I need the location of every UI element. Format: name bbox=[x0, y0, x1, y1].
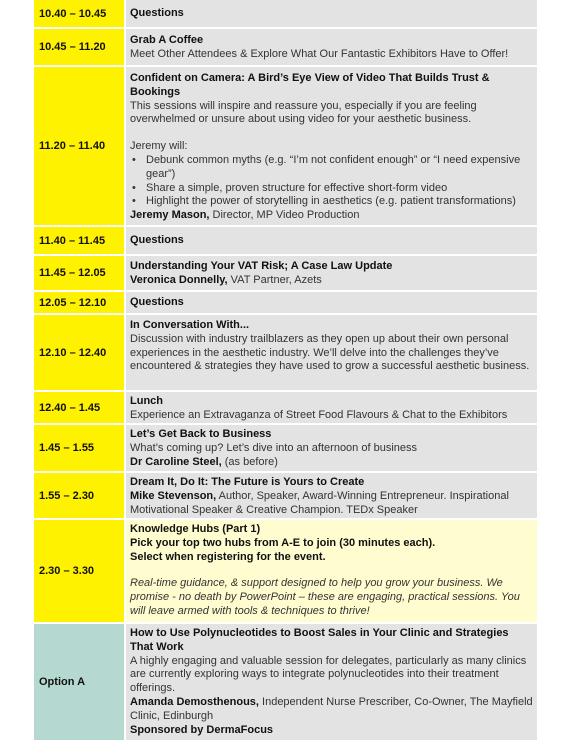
speaker-line bbox=[130, 696, 533, 724]
agenda-row bbox=[34, 315, 537, 392]
session-description: A highly engaging and valuable session for delegates, particularly as many clinics are currently exploring ways to integrate polynucleotides into their treatment offerings. bbox=[130, 654, 527, 695]
session-cell bbox=[126, 256, 537, 290]
session-title: Questions bbox=[130, 295, 184, 308]
speaker-line bbox=[130, 456, 533, 470]
session-title: Lunch bbox=[130, 395, 163, 407]
time-cell: 11.40 – 11.45 bbox=[34, 227, 124, 254]
session-description: Experience an Extravaganza of Street Food Flavours & Chat to the Exhibitors bbox=[130, 408, 508, 421]
speaker-line bbox=[130, 209, 533, 223]
session-cell bbox=[126, 473, 537, 518]
speaker-role: VAT Partner, Azets bbox=[227, 273, 322, 286]
time-cell: 12.40 – 1.45 bbox=[34, 392, 124, 423]
agenda-row bbox=[34, 67, 537, 227]
session-title: Knowledge Hubs (Part 1) bbox=[130, 523, 261, 535]
bullet-item: • Share a simple, proven structure for effective short-form video bbox=[146, 182, 533, 196]
time-cell: 10.40 – 10.45 bbox=[34, 0, 124, 27]
bullet-item: • Debunk common myths (e.g. “I’m not confident enough” or “I need expensive gear”) bbox=[146, 154, 533, 182]
speaker-name: Mike Stevenson, bbox=[130, 489, 217, 502]
speaker-role: Director, MP Video Production bbox=[209, 209, 360, 222]
agenda-row bbox=[34, 256, 537, 292]
time-cell: 11.45 – 12.05 bbox=[34, 256, 124, 290]
speaker-role: (as before) bbox=[221, 455, 278, 468]
speaker-line bbox=[130, 274, 533, 288]
time-cell: 10.45 – 11.20 bbox=[34, 29, 124, 65]
session-cell bbox=[126, 392, 537, 423]
time-cell: 1.55 – 2.30 bbox=[34, 473, 124, 518]
session-title: Grab A Coffee bbox=[130, 34, 204, 46]
session-title: Confident on Camera: A Bird’s Eye View of Video That Builds Trust & Bookings bbox=[130, 72, 490, 98]
speaker-line bbox=[130, 490, 533, 518]
time-cell: 1.45 – 1.55 bbox=[34, 425, 124, 471]
agenda-row bbox=[34, 425, 537, 473]
time-cell: 12.05 – 12.10 bbox=[34, 292, 124, 313]
session-cell bbox=[126, 624, 537, 740]
session-title: In Conversation With... bbox=[130, 319, 250, 331]
session-cell bbox=[126, 0, 537, 27]
session-cell bbox=[126, 67, 537, 225]
session-cell bbox=[126, 292, 537, 313]
session-description: Meet Other Attendees & Explore What Our Fantastic Exhibitors Have to Offer! bbox=[130, 47, 509, 60]
session-description: Discussion with industry trailblazers as they open up about their own personal experiences in the aesthetic industry. We’ll delve into the challenges they’ve encountered & strategies they have used to grow a successful aesthetic business. bbox=[130, 332, 530, 373]
speaker-name: Jeremy Mason, bbox=[130, 209, 210, 222]
session-description: What’s coming up? Let’s dive into an afternoon of business bbox=[130, 441, 417, 454]
agenda-row bbox=[34, 29, 537, 67]
session-title: Understanding Your VAT Risk; A Case Law Update bbox=[130, 260, 393, 272]
time-cell: 2.30 – 3.30 bbox=[34, 520, 124, 622]
agenda-row bbox=[34, 0, 537, 29]
agenda-row bbox=[34, 392, 537, 425]
session-intro: Jeremy will: bbox=[130, 140, 188, 153]
session-cell bbox=[126, 29, 537, 65]
speaker-role: Author, Speaker, Award-Winning Entrepreneur. Inspirational Motivational Speaker & Creative Champion. TEDx Speaker bbox=[130, 489, 509, 516]
session-title: How to Use Polynucleotides to Boost Sales in Your Clinic and Strategies That Work bbox=[130, 627, 509, 653]
session-title: Questions bbox=[130, 6, 184, 19]
session-cell bbox=[126, 425, 537, 471]
agenda-row bbox=[34, 520, 537, 624]
agenda-row bbox=[34, 473, 537, 520]
time-cell: 11.20 – 11.40 bbox=[34, 67, 124, 225]
session-cell bbox=[126, 520, 537, 622]
speaker-role: Independent Nurse Prescriber, Co-Owner, The Mayfield Clinic, Edinburgh bbox=[130, 695, 533, 722]
agenda-row bbox=[34, 624, 537, 740]
session-note: Real-time guidance, & support designed to help you grow your business. We promise - no death by PowerPoint – these are engaging, practical sessions. You will leave armed with tools & techniques to thrive! bbox=[130, 577, 520, 617]
agenda-row bbox=[34, 292, 537, 315]
bullet-item: • Highlight the power of storytelling in aesthetics (e.g. patient transformations) bbox=[146, 195, 533, 209]
session-description: This sessions will inspire and reassure you, especially if you are feeling overwhelmed or unsure about using video for your aesthetic business. bbox=[130, 99, 477, 126]
speaker-name: Amanda Demosthenous, bbox=[130, 695, 259, 708]
session-instruction: Select when registering for the event. bbox=[130, 550, 326, 563]
sponsor-line: Sponsored by DermaFocus bbox=[130, 723, 274, 736]
agenda-table bbox=[34, 0, 537, 740]
session-bullets bbox=[130, 154, 533, 209]
speaker-name: Dr Caroline Steel, bbox=[130, 455, 222, 468]
session-title: Let’s Get Back to Business bbox=[130, 428, 272, 440]
time-cell: Option A bbox=[34, 624, 124, 740]
session-instruction: Pick your top two hubs from A-E to join (30 minutes each). bbox=[130, 536, 436, 549]
session-cell bbox=[126, 227, 537, 254]
session-cell bbox=[126, 315, 537, 390]
session-title: Dream It, Do It: The Future is Yours to Create bbox=[130, 476, 365, 488]
time-cell: 12.10 – 12.40 bbox=[34, 315, 124, 390]
session-title: Questions bbox=[130, 233, 184, 246]
speaker-name: Veronica Donnelly, bbox=[130, 273, 228, 286]
agenda-row bbox=[34, 227, 537, 256]
